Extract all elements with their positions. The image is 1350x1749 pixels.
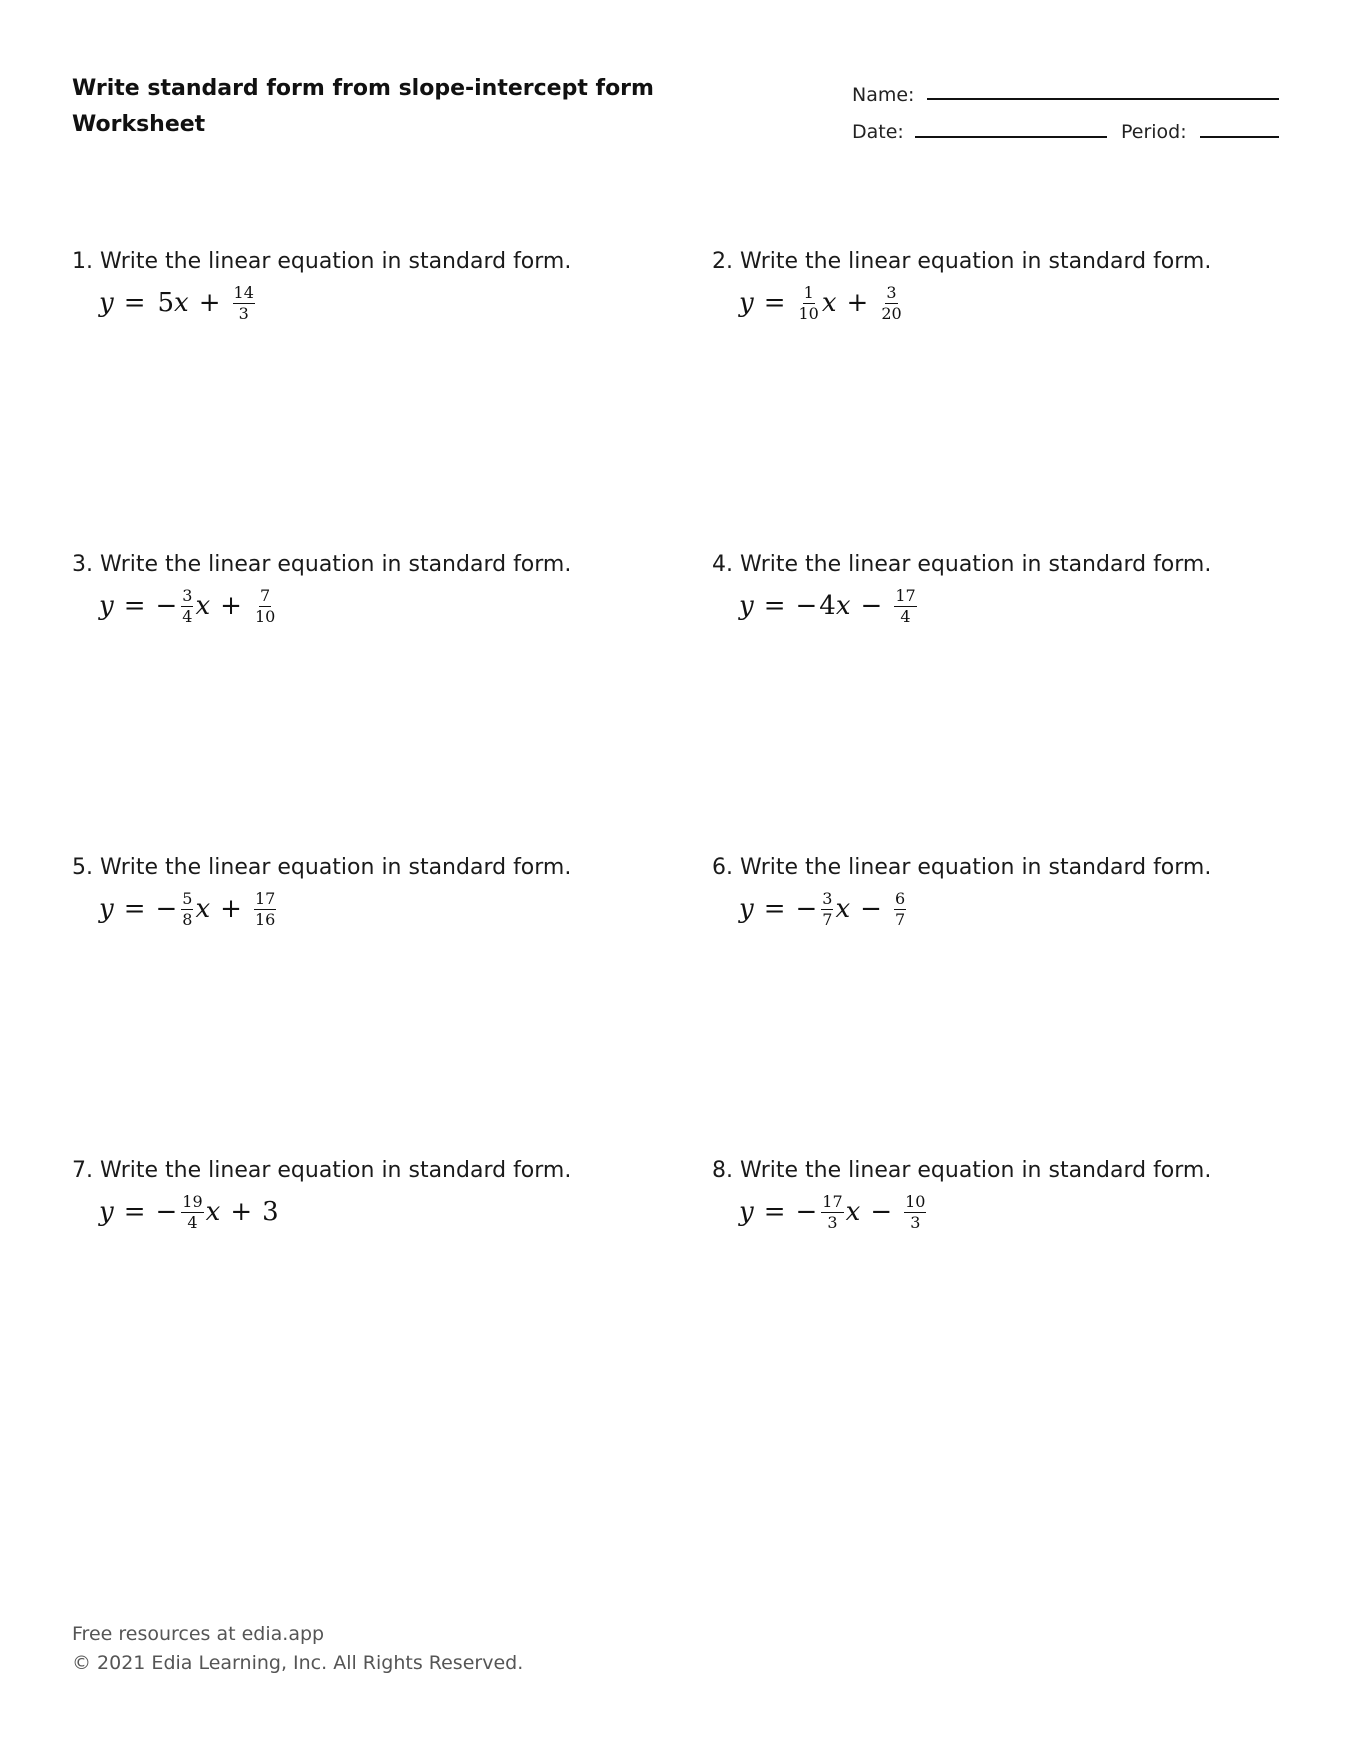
- problem-2: [712, 249, 1272, 369]
- coefficient-numerator: 17: [822, 1191, 843, 1211]
- name-field-line[interactable]: [927, 98, 1279, 100]
- constant-denominator: 16: [254, 909, 276, 929]
- constant-numerator: 10: [905, 1191, 926, 1211]
- problem-prompt: 8. Write the linear equation in standard form.: [712, 1158, 1212, 1183]
- coefficient-numerator: 3: [182, 585, 193, 605]
- equation: [99, 885, 278, 933]
- equals-sign: =: [763, 1197, 786, 1227]
- coefficient-numerator: 5: [182, 888, 193, 908]
- constant-fraction: [254, 888, 276, 929]
- lhs-variable: y: [99, 894, 114, 924]
- constant-operator: −: [870, 1197, 893, 1227]
- constant-operator: −: [860, 894, 882, 924]
- constant-operator: −: [860, 591, 883, 621]
- coefficient-fraction: [181, 888, 193, 929]
- date-field-line[interactable]: [915, 136, 1107, 138]
- coefficient-sign: −: [795, 1197, 818, 1227]
- x-variable: x: [195, 591, 211, 621]
- constant-denominator: 4: [900, 606, 911, 626]
- period-label: Period:: [1121, 121, 1187, 143]
- worksheet-title: Write standard form from slope-intercept form: [72, 76, 654, 101]
- constant-operator: +: [220, 591, 242, 621]
- coefficient-sign: −: [795, 591, 818, 621]
- date-label: Date:: [852, 121, 904, 143]
- equation: [739, 885, 908, 933]
- x-variable: x: [821, 288, 837, 318]
- constant-numerator: 7: [260, 585, 271, 605]
- coefficient-numerator: 3: [822, 888, 833, 908]
- equation: [739, 1188, 928, 1236]
- x-variable: x: [174, 288, 189, 318]
- lhs-variable: y: [739, 894, 754, 924]
- equals-sign: =: [763, 894, 786, 924]
- equals-sign: =: [763, 288, 786, 318]
- coefficient-sign: −: [795, 894, 818, 924]
- equation: [739, 582, 919, 630]
- lhs-variable: y: [99, 288, 114, 318]
- equals-sign: =: [763, 591, 786, 621]
- coefficient-denominator: 10: [798, 303, 819, 323]
- problem-prompt: 1. Write the linear equation in standard form.: [72, 249, 572, 274]
- constant-numerator: 6: [894, 888, 906, 908]
- coefficient-fraction: [181, 585, 193, 626]
- problem-prompt: 5. Write the linear equation in standard form.: [72, 855, 572, 880]
- coefficient-denominator: 3: [827, 1212, 838, 1232]
- coefficient-fraction: [798, 282, 820, 323]
- lhs-variable: y: [99, 591, 114, 621]
- footer-copyright-text: © 2021 Edia Learning, Inc. All Rights Reserved.: [72, 1652, 524, 1674]
- constant-fraction: [894, 888, 906, 929]
- problem-5: [72, 855, 632, 975]
- lhs-variable: y: [739, 1197, 754, 1227]
- equals-sign: =: [123, 1197, 146, 1227]
- coefficient-denominator: 4: [182, 606, 193, 626]
- coefficient-denominator: 8: [182, 909, 193, 929]
- x-variable: x: [205, 1197, 221, 1227]
- x-variable: x: [195, 894, 211, 924]
- constant-fraction: [880, 282, 902, 323]
- coefficient-denominator: 4: [187, 1212, 198, 1232]
- constant-operator: +: [846, 288, 869, 318]
- lhs-variable: y: [739, 288, 754, 318]
- problem-prompt: 6. Write the linear equation in standard form.: [712, 855, 1212, 880]
- problem-7: [72, 1158, 632, 1278]
- problem-3: [72, 552, 632, 672]
- constant-fraction: [233, 282, 255, 323]
- problem-8: [712, 1158, 1272, 1278]
- footer-resources-text: Free resources at edia.app: [72, 1623, 325, 1645]
- coefficient-fraction: [821, 888, 833, 929]
- constant-numerator: 3: [886, 282, 897, 302]
- coefficient-numerator: 19: [182, 1191, 203, 1211]
- problem-4: [712, 552, 1272, 672]
- constant-denominator: 3: [910, 1212, 921, 1232]
- lhs-variable: y: [739, 591, 754, 621]
- constant-numerator: 17: [895, 585, 916, 605]
- coefficient-sign: −: [155, 1197, 178, 1227]
- equation: [99, 1188, 279, 1236]
- coefficient-sign: −: [155, 894, 178, 924]
- constant-operator: +: [230, 1197, 253, 1227]
- worksheet-subtitle: Worksheet: [72, 112, 206, 137]
- equation: [99, 279, 257, 327]
- equation: [739, 279, 905, 327]
- constant-denominator: 10: [254, 606, 276, 626]
- constant-denominator: 3: [238, 303, 249, 323]
- name-label: Name:: [852, 84, 915, 106]
- equals-sign: =: [123, 591, 146, 621]
- coefficient-numerator: 1: [803, 282, 814, 302]
- constant-numerator: 17: [254, 888, 276, 908]
- coefficient-sign: −: [155, 591, 178, 621]
- lhs-variable: y: [99, 1197, 114, 1227]
- problem-1: [72, 249, 632, 369]
- coefficient-whole: 4: [819, 591, 836, 621]
- problem-prompt: 4. Write the linear equation in standard form.: [712, 552, 1212, 577]
- constant-whole: 3: [262, 1197, 279, 1227]
- constant-denominator: 20: [881, 303, 902, 323]
- coefficient-fraction: [821, 1191, 843, 1232]
- problem-prompt: 7. Write the linear equation in standard form.: [72, 1158, 572, 1183]
- problem-prompt: 3. Write the linear equation in standard form.: [72, 552, 572, 577]
- constant-fraction: [904, 1191, 926, 1232]
- constant-operator: +: [198, 288, 221, 318]
- problem-prompt: 2. Write the linear equation in standard form.: [712, 249, 1212, 274]
- constant-denominator: 7: [894, 909, 906, 929]
- equation: [99, 582, 278, 630]
- constant-operator: +: [220, 894, 242, 924]
- constant-fraction: [254, 585, 276, 626]
- coefficient-whole: 5: [157, 288, 175, 318]
- equals-sign: =: [123, 288, 146, 318]
- problem-6: [712, 855, 1272, 975]
- coefficient-denominator: 7: [822, 909, 833, 929]
- period-field-line[interactable]: [1200, 136, 1279, 138]
- x-variable: x: [835, 894, 851, 924]
- x-variable: x: [835, 591, 851, 621]
- constant-numerator: 14: [233, 282, 254, 302]
- equals-sign: =: [123, 894, 146, 924]
- x-variable: x: [845, 1197, 861, 1227]
- coefficient-fraction: [181, 1191, 203, 1232]
- constant-fraction: [894, 585, 916, 626]
